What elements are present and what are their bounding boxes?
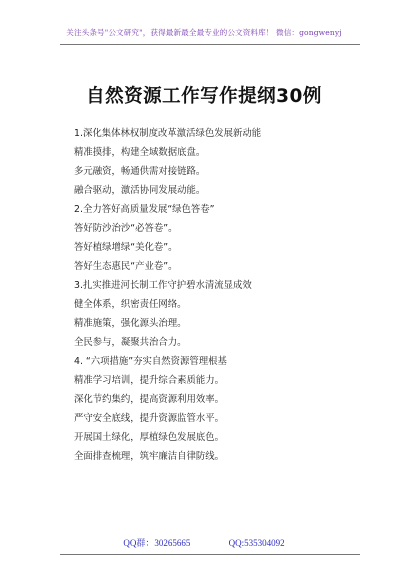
header-note: 关注头条号"公文研究"，获得最新最全最专业的公文资料库！ 微信：gongwenyj xyxy=(66,28,342,37)
outline-line: 全民参与，凝聚共治合力。 xyxy=(74,337,187,348)
document-title: 自然资源工作写作提纲30例 xyxy=(86,86,322,107)
outline-line: 2.全力答好高质量发展“绿色答卷” xyxy=(74,204,215,215)
outline-line: 精准施策，强化源头治理。 xyxy=(74,318,187,329)
outline-line: 严守安全底线，提升资源监管水平。 xyxy=(74,413,225,424)
outline-line: 精准摸排，构建全域数据底盘。 xyxy=(74,147,206,158)
outline-list xyxy=(74,124,374,466)
footer-qq-group: QQ群：30265665 xyxy=(123,538,191,548)
outline-line: 全面排查梳理，筑牢廉洁自律防线。 xyxy=(74,451,225,462)
outline-line: 4. “六项措施”夯实自然资源管理根基 xyxy=(74,356,227,367)
header-divider xyxy=(60,44,360,45)
outline-line: 深化节约集约，提高资源利用效率。 xyxy=(74,394,225,405)
footer-divider xyxy=(60,554,360,555)
outline-line: 精准学习培训，提升综合素质能力。 xyxy=(74,375,225,386)
outline-line: 融合驱动，激活协同发展动能。 xyxy=(74,185,206,196)
outline-line: 答好防沙治沙“必答卷”。 xyxy=(74,223,178,234)
outline-line: 答好植绿增绿“美化卷”。 xyxy=(74,242,178,253)
outline-line: 多元融资，畅通供需对接链路。 xyxy=(74,166,206,177)
outline-line: 健全体系，织密责任网络。 xyxy=(74,299,187,310)
outline-line: 1.深化集体林权制度改革激活绿色发展新动能 xyxy=(74,128,262,139)
footer-contact xyxy=(0,536,408,549)
outline-line: 开展国土绿化，厚植绿色发展底色。 xyxy=(74,432,225,443)
outline-line: 3.扎实推进河长制工作守护碧水清流显成效 xyxy=(74,280,252,291)
outline-line: 答好生态惠民“产业卷”。 xyxy=(74,261,178,272)
footer-qq: QQ:535304092 xyxy=(228,538,285,548)
